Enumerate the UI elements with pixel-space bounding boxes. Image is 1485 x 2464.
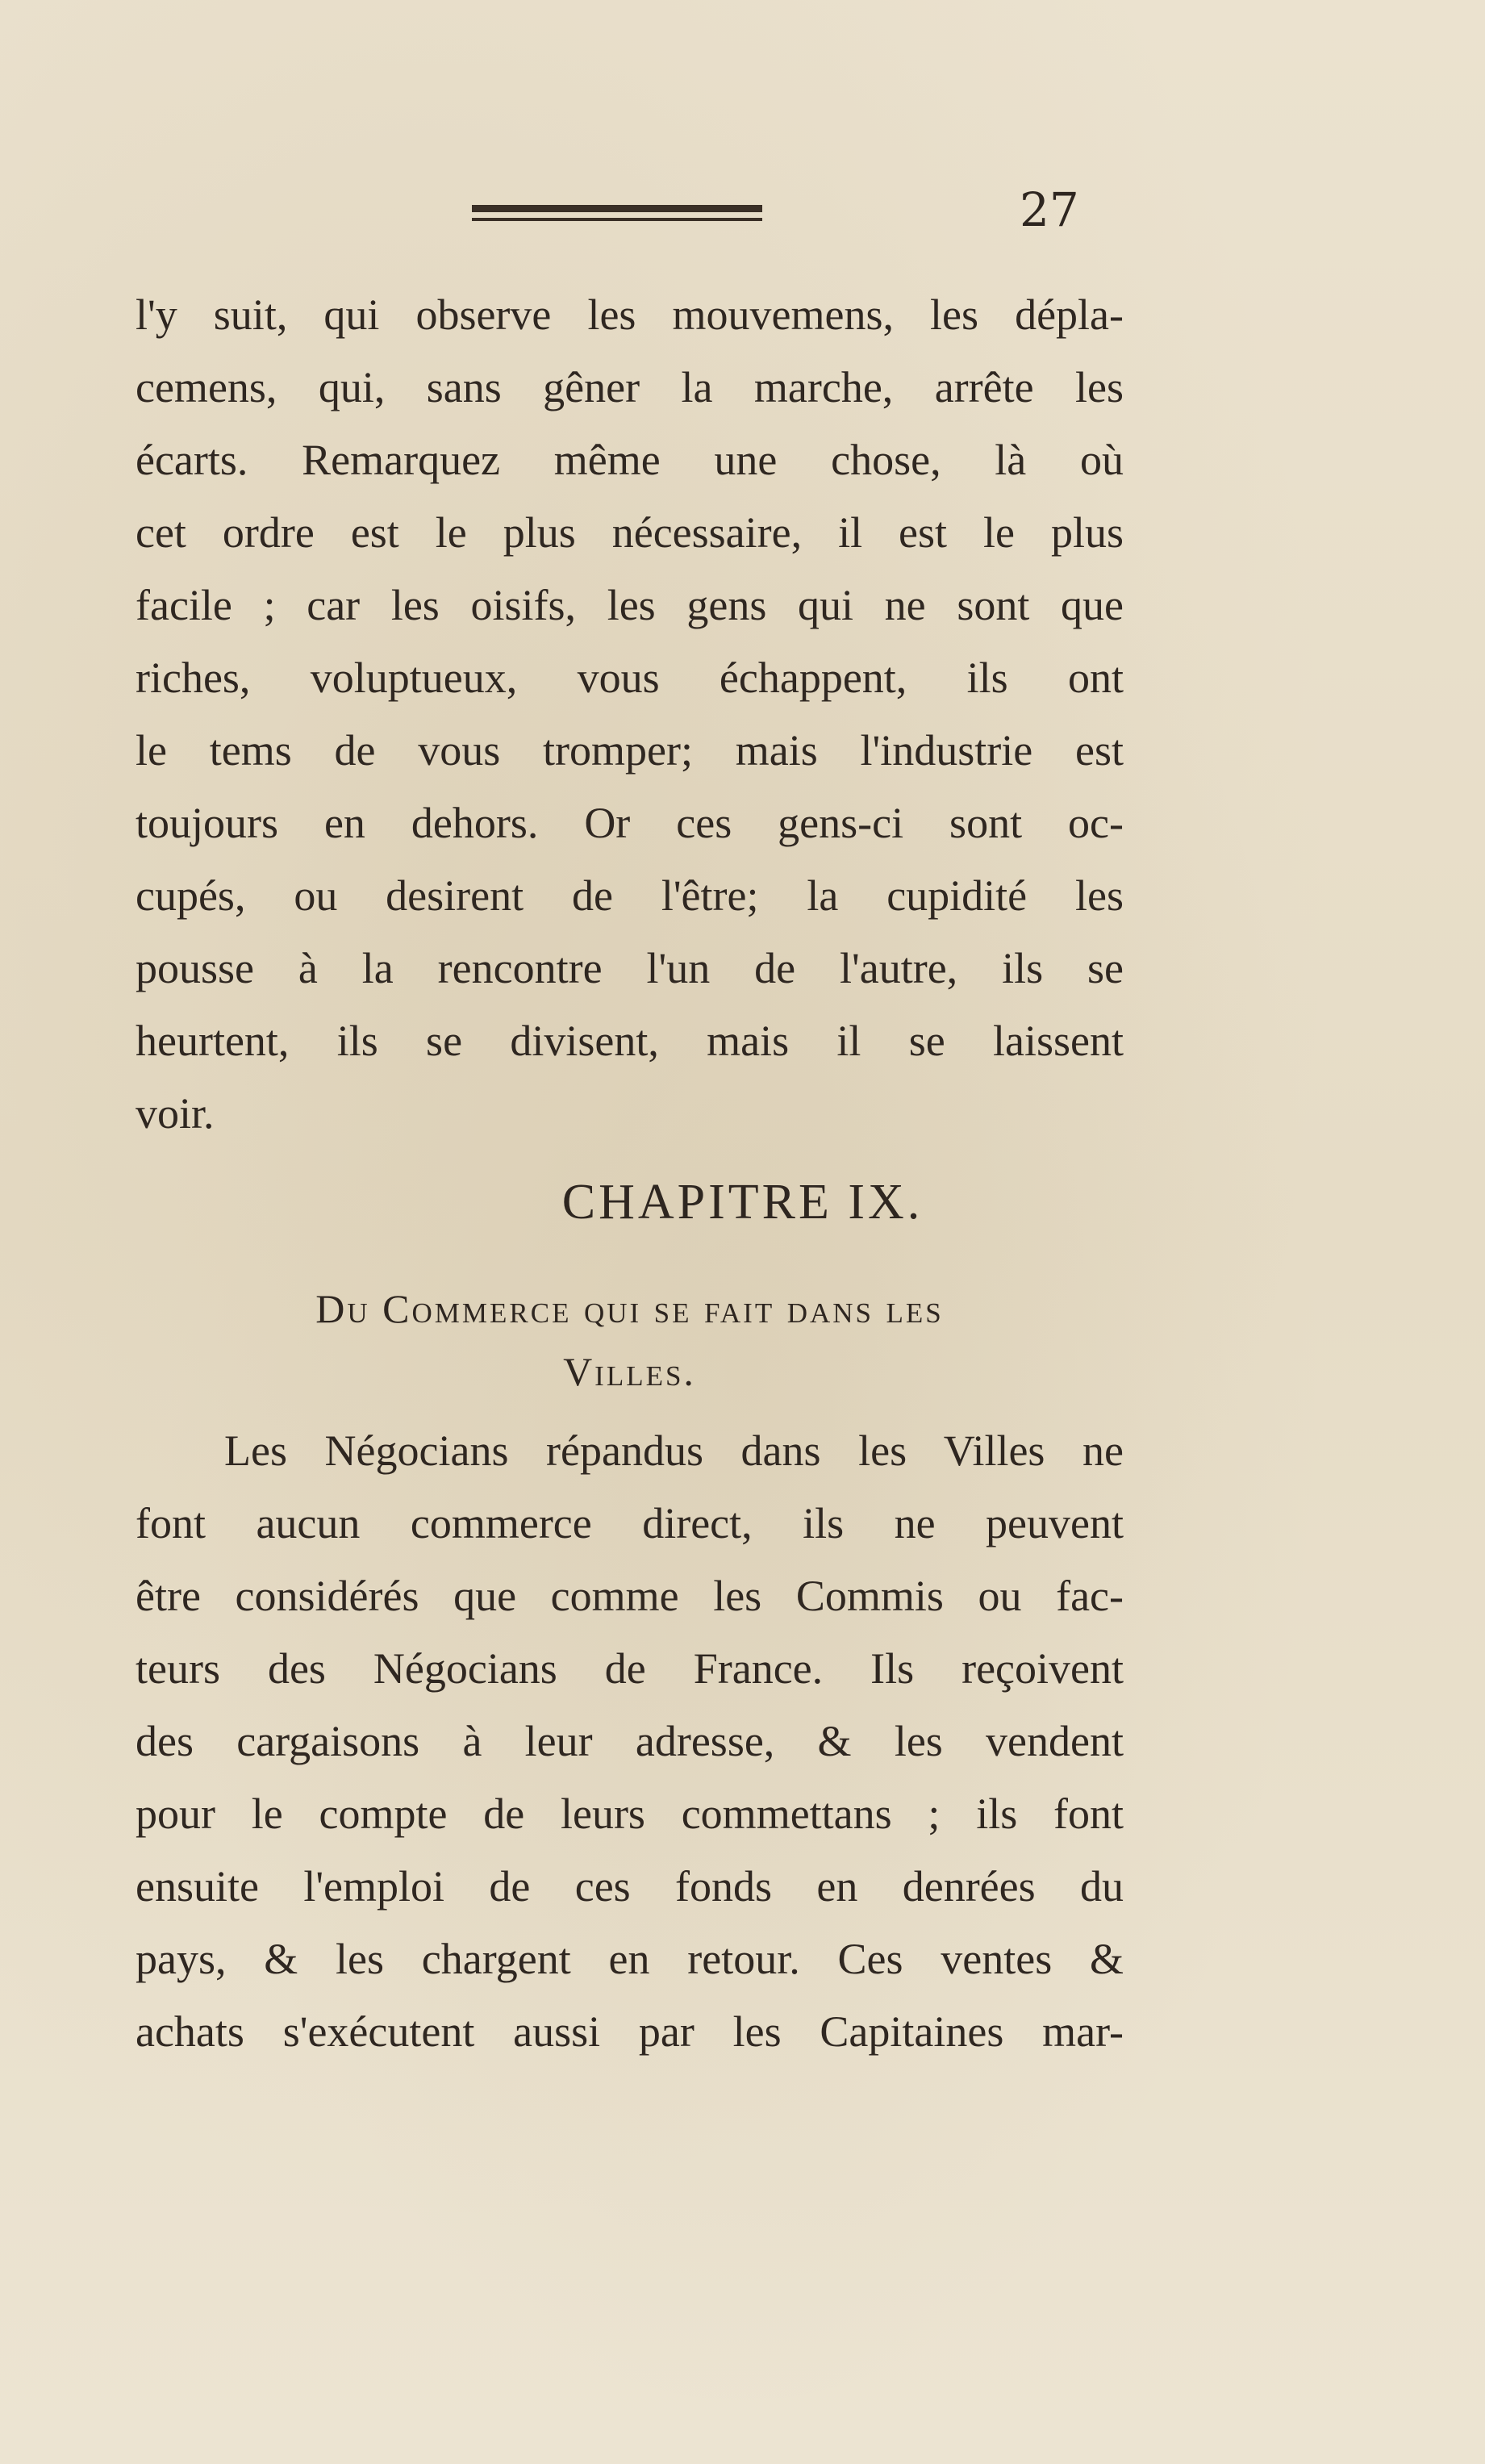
text-line: achats s'exécutent aussi par les Capitaines mar- — [136, 2007, 1124, 2056]
text-line: ensuite l'emploi de ces fonds en denrées du — [136, 1862, 1124, 1911]
text-line: cemens, qui, sans gêner la marche, arrête les — [136, 363, 1124, 411]
text-line: teurs des Négocians de France. Ils reçoivent — [136, 1644, 1124, 1693]
paragraph-continued — [136, 278, 1124, 1150]
text-line: l'y suit, qui observe les mouvemens, les dépla- — [136, 290, 1124, 339]
chapter-title: CHAPITRE IX. — [561, 1175, 924, 1230]
header-rule-thick — [472, 205, 762, 212]
text-line: le tems de vous tromper; mais l'industrie est — [136, 726, 1124, 775]
text-line: voir. — [136, 1089, 215, 1138]
page-number: 27 — [1020, 182, 1079, 237]
text-line: cupés, ou desirent de l'être; la cupidité les — [136, 871, 1124, 920]
text-line: riches, voluptueux, vous échappent, ils ont — [136, 654, 1124, 702]
chapter-subtitle-line: Du Commerce qui se fait dans les — [315, 1286, 944, 1331]
text-line: font aucun commerce direct, ils ne peuvent — [136, 1499, 1124, 1547]
text-line: des cargaisons à leur adresse, & les vendent — [136, 1717, 1124, 1765]
header-rule-thin — [472, 218, 762, 221]
text-line: pour le compte de leurs commettans ; ils font — [136, 1790, 1124, 1838]
text-line: Les Négocians répandus dans les Villes ne — [224, 1426, 1124, 1475]
text-line: toujours en dehors. Or ces gens-ci sont oc- — [136, 799, 1124, 847]
text-line: heurtent, ils se divisent, mais il se laissent — [136, 1017, 1124, 1065]
text-line: facile ; car les oisifs, les gens qui ne sont que — [136, 581, 1124, 629]
text-line: être considérés que comme les Commis ou fac- — [136, 1572, 1124, 1620]
chapter-subtitle-line: Villes. — [563, 1349, 696, 1394]
paragraph-chapter-body — [136, 1414, 1124, 2068]
text-line: pousse à la rencontre l'un de l'autre, ils se — [136, 944, 1124, 992]
text-line: pays, & les chargent en retour. Ces ventes & — [136, 1935, 1124, 1983]
text-line: écarts. Remarquez même une chose, là où — [136, 436, 1124, 484]
text-line: cet ordre est le plus nécessaire, il est le plus — [136, 508, 1124, 557]
